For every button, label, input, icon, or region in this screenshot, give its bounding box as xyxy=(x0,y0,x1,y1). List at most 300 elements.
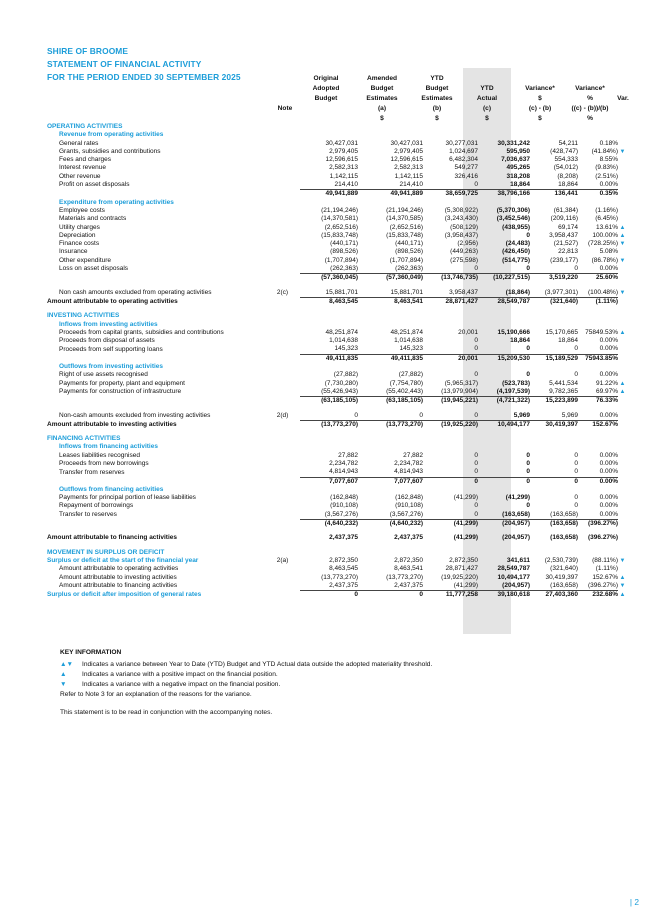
cell-c5: (209,116) xyxy=(550,215,578,223)
cell-c2: 8,463,541 xyxy=(394,297,423,305)
variance-indicator xyxy=(618,452,627,460)
cell-c6: (9.83%) xyxy=(595,164,618,172)
col-original-budget: Original Adopted Budget xyxy=(312,75,340,102)
cell-c2: 12,596,615 xyxy=(390,156,423,164)
cell-c3: (41,299) xyxy=(423,520,478,529)
cell-c3: 0 xyxy=(423,511,478,520)
cell-c5: 15,189,529 xyxy=(530,354,578,363)
cell-c6 xyxy=(578,321,618,329)
cell-c6: 13.61% xyxy=(595,223,618,231)
cell-c2: 214,410 xyxy=(358,181,423,190)
row-label: Proceeds from new borrowings xyxy=(59,459,149,467)
cell-c3 xyxy=(423,312,478,320)
up-arrow-icon: ▲ xyxy=(619,380,626,387)
cell-c3: 3,958,437 xyxy=(423,289,478,298)
variance-indicator xyxy=(618,274,627,283)
cell-c5: (163,658) xyxy=(530,511,578,520)
cell-c5: 69,174 xyxy=(558,223,578,231)
cell-c4: 0 xyxy=(526,371,530,379)
table-row xyxy=(47,502,627,510)
cell-c5: 54,211 xyxy=(558,139,578,147)
cell-c6: 0.00% xyxy=(578,345,618,354)
row-label: Insurance xyxy=(59,248,88,256)
cell-c1 xyxy=(300,123,358,131)
row-note xyxy=(265,460,300,468)
table-row xyxy=(47,397,627,406)
variance-indicator xyxy=(618,181,627,190)
row-note: 2(d) xyxy=(276,411,289,419)
row-note xyxy=(265,240,300,248)
cell-c3: (2,956) xyxy=(457,240,478,248)
table-row xyxy=(47,289,627,298)
cell-c6: 0.00% xyxy=(599,494,618,502)
cell-c3 xyxy=(423,549,478,557)
cell-c4: 0 xyxy=(478,468,530,477)
cell-c5: 18,864 xyxy=(558,337,578,345)
row-label: FINANCING ACTIVITIES xyxy=(47,435,121,443)
row-note xyxy=(265,397,300,406)
cell-c4: (3,452,546) xyxy=(496,215,530,223)
col-ytd-actual: YTD Actual (c) $ xyxy=(476,85,498,122)
cell-c2: (162,848) xyxy=(395,494,423,502)
cell-c6: (1.11%) xyxy=(595,565,618,573)
variance-indicator xyxy=(618,412,627,421)
cell-c1 xyxy=(300,131,358,139)
cell-c1: 27,882 xyxy=(338,451,358,459)
cell-c4: 15,209,530 xyxy=(478,354,530,363)
row-note xyxy=(265,140,300,148)
cell-c2: 49,941,889 xyxy=(358,190,423,199)
row-label: Other revenue xyxy=(59,172,101,180)
cell-c3: 6,482,304 xyxy=(449,156,478,164)
table-row xyxy=(47,248,627,256)
row-label: Outflows from investing activities xyxy=(59,363,164,371)
cell-c4: 0 xyxy=(526,459,530,467)
variance-indicator xyxy=(618,520,627,529)
cell-c4 xyxy=(478,123,530,131)
row-note xyxy=(265,181,300,190)
down-arrow-icon: ▼ xyxy=(60,681,67,688)
row-label xyxy=(47,520,265,529)
row-label: Non cash amounts excluded from operating activities xyxy=(59,288,212,296)
cell-c1: 2,234,782 xyxy=(329,459,358,467)
table-row xyxy=(47,207,627,215)
variance-indicator xyxy=(618,486,627,494)
row-note xyxy=(265,321,300,329)
cell-c6: (396.27%) xyxy=(578,520,618,529)
variance-indicator xyxy=(618,173,627,181)
table-row xyxy=(47,181,627,190)
row-label: Amount attributable to investing activities xyxy=(47,420,177,428)
cell-c2: 7,077,607 xyxy=(358,477,423,486)
table-row xyxy=(47,354,627,363)
cell-c6: 0.00% xyxy=(599,371,618,379)
variance-indicator xyxy=(618,131,627,139)
row-label: Loss on asset disposals xyxy=(59,265,129,273)
cell-c1: (14,370,581) xyxy=(321,215,358,223)
cell-c2: (4,640,232) xyxy=(358,520,423,529)
cell-c3: 1,024,697 xyxy=(449,147,478,155)
cell-c6: 0.18% xyxy=(599,139,618,147)
section-heading-row xyxy=(47,435,627,443)
cell-c2: 30,427,031 xyxy=(390,139,423,147)
row-note xyxy=(265,511,300,520)
variance-indicator xyxy=(618,190,627,199)
cell-c6 xyxy=(578,443,618,451)
cell-c3: 0 xyxy=(474,451,478,459)
table-row xyxy=(47,380,627,388)
cell-c5 xyxy=(530,312,578,320)
cell-c1: (15,833,748) xyxy=(321,231,358,239)
cell-c1: 12,596,615 xyxy=(325,156,358,164)
variance-indicator xyxy=(618,156,627,164)
cell-c2: 1,142,115 xyxy=(394,172,423,180)
row-note xyxy=(265,312,300,320)
cell-c2: 8,463,541 xyxy=(394,565,423,573)
cell-c5: 15,170,665 xyxy=(545,328,578,336)
cell-c2: (15,833,748) xyxy=(386,231,423,239)
note3-reference: Refer to Note 3 for an explanation of the reasons for the variance. xyxy=(60,691,252,698)
section-heading-row xyxy=(47,312,627,320)
cell-c6: (396.27%) xyxy=(588,534,618,542)
cell-c1: (910,108) xyxy=(330,502,358,510)
cell-c5 xyxy=(530,435,578,443)
variance-indicator xyxy=(618,477,627,486)
col-ytd-budget: YTD Budget Estimates (b) $ xyxy=(421,75,453,122)
table-row xyxy=(47,156,627,164)
table-row xyxy=(47,337,627,345)
down-arrow-icon: ▼ xyxy=(619,257,626,264)
variance-indicator xyxy=(618,468,627,477)
cell-c4: 0 xyxy=(478,345,530,354)
cell-c1: 30,427,031 xyxy=(325,139,358,147)
cell-c2: (1,707,894) xyxy=(389,256,423,264)
row-label: Repayment of borrowings xyxy=(59,502,134,510)
cell-c2: 1,014,638 xyxy=(394,337,423,345)
cell-c3: 28,871,427 xyxy=(445,297,478,305)
cell-c2 xyxy=(358,131,423,139)
variance-indicator xyxy=(618,248,627,256)
row-label: Leases liabilities recognised xyxy=(59,451,140,459)
variance-indicator xyxy=(618,397,627,406)
variance-indicator xyxy=(618,297,627,306)
table-row xyxy=(47,534,627,542)
cell-c5: (239,177) xyxy=(550,256,578,264)
cell-c6 xyxy=(578,312,618,320)
cell-c3: 30,277,031 xyxy=(445,139,478,147)
cell-c4: (426,450) xyxy=(502,248,530,256)
table-row xyxy=(47,224,627,232)
cell-c4: (10,227,515) xyxy=(478,274,530,283)
cell-c5: 9,782,365 xyxy=(530,388,578,397)
cell-c4: 38,796,166 xyxy=(478,190,530,199)
cell-c3 xyxy=(423,486,478,494)
row-label: Amount attributable to investing activities xyxy=(59,573,177,581)
row-label: Materials and contracts xyxy=(59,215,127,223)
cell-c1: 2,872,350 xyxy=(329,556,358,564)
table-row xyxy=(47,190,627,199)
cell-c1 xyxy=(300,312,358,320)
cell-c3: (275,598) xyxy=(450,256,478,264)
cell-c1: (162,848) xyxy=(330,494,358,502)
cell-c3: (13,746,735) xyxy=(423,274,478,283)
subsection-heading-row xyxy=(47,321,627,329)
variance-indicator xyxy=(618,363,627,371)
cell-c1: 2,437,375 xyxy=(329,534,358,542)
cell-c5: (8,208) xyxy=(557,172,578,180)
cell-c2: 4,814,943 xyxy=(358,468,423,477)
cell-c1: 2,437,375 xyxy=(300,582,358,591)
cell-c2: 2,872,350 xyxy=(394,556,423,564)
cell-c1: (1,707,894) xyxy=(324,256,358,264)
cell-c6: 0.00% xyxy=(599,451,618,459)
financial-activity-table xyxy=(47,123,627,599)
cell-c4 xyxy=(478,443,530,451)
cell-c6: 0.00% xyxy=(578,265,618,274)
table-row xyxy=(47,582,627,591)
table-row xyxy=(47,520,627,529)
row-note xyxy=(265,388,300,397)
cell-c2 xyxy=(358,486,423,494)
cell-c5: 15,223,899 xyxy=(530,397,578,406)
page-number: | 2 xyxy=(629,897,639,907)
table-row xyxy=(47,274,627,283)
row-label: Payments for property, plant and equipment xyxy=(59,379,185,387)
section-heading-row xyxy=(47,123,627,131)
table-row xyxy=(47,511,627,520)
cell-c4 xyxy=(478,363,530,371)
cell-c2: (13,773,270) xyxy=(386,573,423,581)
row-note xyxy=(265,164,300,172)
cell-c4: (204,957) xyxy=(478,520,530,529)
cell-c3: 0 xyxy=(423,181,478,190)
cell-c5: 554,333 xyxy=(554,156,578,164)
row-note xyxy=(265,148,300,156)
cell-c4: 5,969 xyxy=(478,412,530,421)
variance-indicator xyxy=(618,565,627,573)
cell-c6 xyxy=(578,435,618,443)
row-label: Inflows from investing activities xyxy=(59,320,158,328)
row-note xyxy=(265,337,300,345)
table-row xyxy=(47,477,627,486)
cell-c6: 100.00% xyxy=(592,231,618,239)
cell-c3: 20,001 xyxy=(458,328,478,336)
cell-c4: (204,957) xyxy=(502,534,530,542)
cell-c1: 49,941,889 xyxy=(300,190,358,199)
variance-indicator xyxy=(618,511,627,520)
cell-c3: 0 xyxy=(423,265,478,274)
key-information xyxy=(60,648,620,718)
row-note xyxy=(265,380,300,388)
table-row xyxy=(47,240,627,248)
cell-c1: (57,360,045) xyxy=(300,274,358,283)
cell-c1: 4,814,943 xyxy=(300,468,358,477)
cell-c6 xyxy=(578,123,618,131)
cell-c4 xyxy=(478,199,530,207)
cell-c5 xyxy=(530,131,578,139)
cell-c6: 232.68% xyxy=(592,591,618,599)
cell-c2: 0 xyxy=(358,412,423,421)
row-note xyxy=(265,363,300,371)
cell-c4: (204,957) xyxy=(478,582,530,591)
table-row xyxy=(47,329,627,337)
variance-indicator xyxy=(618,312,627,320)
row-label xyxy=(47,354,265,363)
cell-c5 xyxy=(530,199,578,207)
cell-c3: (19,925,220) xyxy=(441,420,478,428)
cell-c3 xyxy=(423,363,478,371)
cell-c6: 75849.53% xyxy=(585,328,618,336)
cell-c3: 0 xyxy=(474,502,478,510)
cell-c3: 0 xyxy=(474,337,478,345)
up-arrow-icon: ▲ xyxy=(60,671,67,678)
cell-c5: 5,441,534 xyxy=(549,379,578,387)
row-note xyxy=(265,520,300,529)
variance-indicator xyxy=(618,345,627,354)
cell-c4: (4,197,539) xyxy=(478,388,530,397)
cell-c5: (2,530,739) xyxy=(544,556,578,564)
cell-c5: 0 xyxy=(530,265,578,274)
cell-c3: (3,958,437) xyxy=(444,231,478,239)
row-note xyxy=(265,435,300,443)
cell-c2 xyxy=(358,199,423,207)
cell-c1: 1,142,115 xyxy=(329,172,358,180)
cell-c1: 0 xyxy=(354,591,358,599)
cell-c3: 0 xyxy=(423,345,478,354)
up-arrow-icon: ▲ xyxy=(619,591,626,598)
cell-c1: (3,567,276) xyxy=(300,511,358,520)
cell-c3 xyxy=(423,131,478,139)
cell-c3 xyxy=(423,435,478,443)
cell-c6: 0.00% xyxy=(599,337,618,345)
cell-c5: (428,747) xyxy=(550,147,578,155)
cell-c6: 69.97% xyxy=(578,388,618,397)
cell-c6: (1.11%) xyxy=(595,297,618,305)
cell-c6: (1.16%) xyxy=(595,206,618,214)
cell-c1: 2,979,405 xyxy=(329,147,358,155)
row-label: Fees and charges xyxy=(59,156,112,164)
cell-c3 xyxy=(423,443,478,451)
key-title: KEY INFORMATION xyxy=(60,649,122,656)
cell-c2: (27,882) xyxy=(398,371,423,379)
col-variance-percent: Variance* % ((c) - (b))/(b) % xyxy=(571,85,609,122)
cell-c2: (13,773,270) xyxy=(386,420,423,428)
cell-c5 xyxy=(530,549,578,557)
row-label: Utility charges xyxy=(59,223,100,231)
cell-c1: (63,185,105) xyxy=(300,397,358,406)
cell-c2: 145,323 xyxy=(358,345,423,354)
cell-c5: (321,640) xyxy=(550,565,578,573)
cell-c4: 0 xyxy=(526,502,530,510)
cell-c4: (5,370,306) xyxy=(496,206,530,214)
variance-indicator xyxy=(618,337,627,345)
cell-c1: 48,251,874 xyxy=(325,328,358,336)
cell-c4: (41,299) xyxy=(505,494,530,502)
cell-c6: 5.08% xyxy=(599,248,618,256)
cell-c6: (2.51%) xyxy=(595,172,618,180)
up-arrow-icon: ▲ xyxy=(619,224,626,231)
cell-c4 xyxy=(478,312,530,320)
cell-c6: 0.00% xyxy=(578,511,618,520)
row-note xyxy=(265,420,300,429)
table-row xyxy=(47,232,627,240)
cell-c4: 0 xyxy=(526,451,530,459)
period-title: FOR THE PERIOD ENDED 30 SEPTEMBER 2025 xyxy=(47,72,241,82)
row-note xyxy=(265,486,300,494)
table-row xyxy=(47,420,627,429)
cell-c3: 20,001 xyxy=(423,354,478,363)
cell-c2: (262,363) xyxy=(358,265,423,274)
row-note xyxy=(265,329,300,337)
cell-c3 xyxy=(423,199,478,207)
cell-c6: 0.00% xyxy=(578,181,618,190)
row-label: Payments for principal portion of lease liabilities xyxy=(59,494,196,502)
cell-c2: (440,171) xyxy=(395,240,423,248)
row-label: Interest revenue xyxy=(59,164,106,172)
row-label: Depreciation xyxy=(59,231,96,239)
cell-c2 xyxy=(358,123,423,131)
cell-c6 xyxy=(578,363,618,371)
row-label: Grants, subsidies and contributions xyxy=(59,147,161,155)
row-note xyxy=(265,468,300,477)
variance-indicator xyxy=(618,199,627,207)
subsection-heading-row xyxy=(47,131,627,139)
cell-c1: (4,640,232) xyxy=(300,520,358,529)
cell-c6: (86.78%) xyxy=(591,256,618,264)
cell-c1: (440,171) xyxy=(330,240,358,248)
row-note xyxy=(265,207,300,215)
cell-c6: (88.11%) xyxy=(592,556,618,564)
variance-indicator xyxy=(618,164,627,172)
row-note xyxy=(265,354,300,363)
cell-c1: (7,730,280) xyxy=(324,379,358,387)
row-label: Other expenditure xyxy=(59,256,112,264)
cell-c4 xyxy=(478,131,530,139)
cell-c2: (63,185,105) xyxy=(358,397,423,406)
cell-c4: 0 xyxy=(478,477,530,486)
cell-c5: 0 xyxy=(574,451,578,459)
cell-c4: (163,658) xyxy=(478,511,530,520)
row-note xyxy=(265,565,300,573)
up-arrow-icon: ▲ xyxy=(619,329,626,336)
subsection-heading-row xyxy=(47,363,627,371)
cell-c1: 7,077,607 xyxy=(300,477,358,486)
cell-c6: 0.00% xyxy=(578,477,618,486)
cell-c1: 15,881,701 xyxy=(300,289,358,298)
cell-c1: (27,882) xyxy=(333,371,358,379)
cell-c6: 76.33% xyxy=(578,397,618,406)
cell-c6: 152.67% xyxy=(592,420,618,428)
cell-c5: (163,658) xyxy=(530,520,578,529)
statement-title: STATEMENT OF FINANCIAL ACTIVITY xyxy=(47,59,202,69)
cell-c4: 30,331,242 xyxy=(497,139,530,147)
row-note xyxy=(265,173,300,181)
cell-c5: 5,969 xyxy=(530,412,578,421)
cell-c1: 1,014,638 xyxy=(329,337,358,345)
cell-c4: 39,180,618 xyxy=(497,591,530,599)
up-arrow-icon: ▲ xyxy=(619,389,626,396)
col-variance-dollar: Variance* $ (c) - (b) $ xyxy=(525,85,555,122)
row-label: Revenue from operating activities xyxy=(59,131,164,139)
cell-c3 xyxy=(423,123,478,131)
cell-c6 xyxy=(578,199,618,207)
cell-c4: 495,265 xyxy=(506,164,530,172)
cell-c5: (21,527) xyxy=(553,240,578,248)
cell-c5 xyxy=(530,123,578,131)
cell-c5: (163,658) xyxy=(550,534,578,542)
cell-c3: 549,277 xyxy=(454,164,478,172)
table-row xyxy=(47,371,627,379)
